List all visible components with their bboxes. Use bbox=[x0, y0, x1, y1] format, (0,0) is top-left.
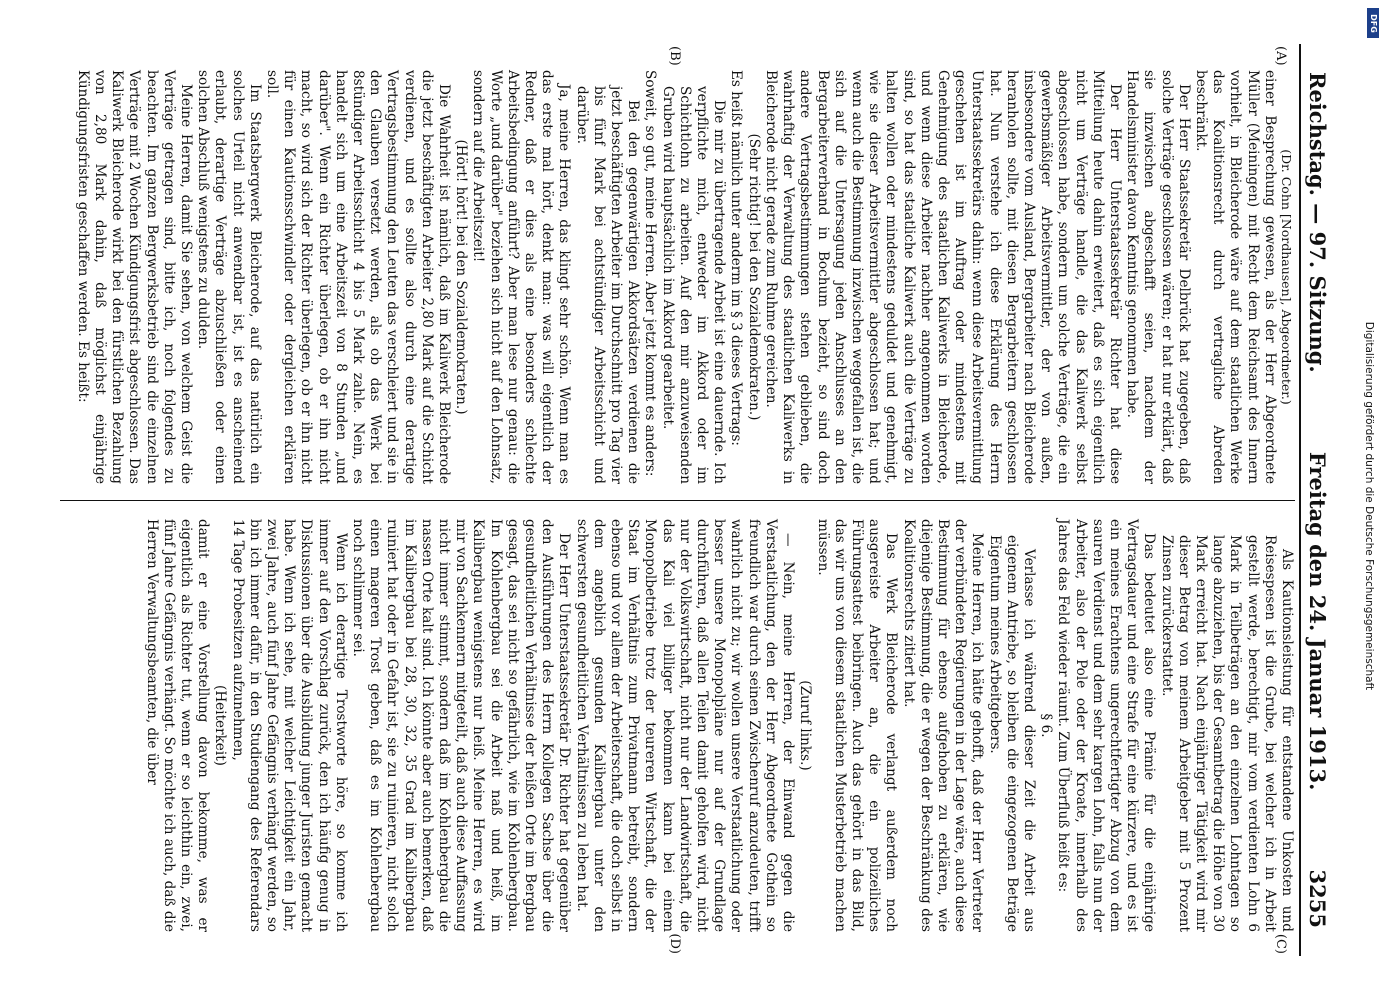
dfg-logo-text: DFG bbox=[1368, 13, 1378, 33]
interjection: (Zuruf links.) bbox=[797, 680, 814, 771]
quote: Die mir zu übertragende Arbeit ist eine dauernde. Ich verpflichte mich, entweder im Akkord oder im Schichtlohn zu arbeiten. Auf den mir anzuweisenden Gruben wird hauptsächlich im Akkord gearbeitet. bbox=[659, 86, 728, 484]
page-body bbox=[60, 44, 1299, 956]
paragraph: Meine Herren, damit Sie sehen, von welchem Geist die Verträge getragen sind, bitte ich, noch folgendes zu beachten. Im ganzen Bergwerksbetrieb sind die einzelnen Verträge mit 2 Wochen Kündigungsfrist abgeschlossen. Das Kaliwerk Bleicherode wirkt bei den fürstlichen Bezahlung von 2,80 Mark dahin, daß möglichst einjährige Kündigungsfristen geschaffen werden. Es heißt: bbox=[74, 70, 194, 484]
paragraph: — Nein, meine Herren, der Einwand gegen die Verstaatlichung, den der Herr Abgeordnete Gothein so freundlich war durch seinen Zwischenruf anzudeuten, trifft wahrlich nicht zu; wir wollen unsere Verstaatlichung oder besser unsere Monopolpläne nur auf der Grundlage durchführen, daß allen Teilen damit geholfen wird, nicht nur der Volkswirtschaft, nicht nur der Landwirtschaft, die das Kali viel billiger bekommen kann bei einem Monopolbetriebe trotz der teureren Wirtschaft, die der Staat im Verhältnis zum Privatmann betreibt, sondern ebenso und vor allem der Arbeiterschaft, die doch selbst in dem angeblich gesunden Kalibergbau unter den schwersten gesundheitlichen Verhältnissen zu leben hat. bbox=[573, 519, 797, 932]
margin-mark-d: (D) bbox=[667, 933, 682, 954]
margin-mark-a: (A) bbox=[1273, 46, 1288, 66]
document-page bbox=[46, 20, 1336, 980]
page-number: 3255 bbox=[1305, 869, 1330, 928]
dfg-logo bbox=[1367, 8, 1379, 38]
credit-text: Digitalisierung gefördert durch die Deutsche Forschungsgemeinschaft bbox=[1363, 321, 1375, 691]
interjection: (Heiterkeit) bbox=[212, 685, 229, 766]
paragraph: einer Besprechung gewesen, als der Herr Abgeordnete Müller (Meiningen) mit Recht dem Reichsamt des Innern vorhielt, in Bleicherode wäre auf dem staatlichen Werke das Koalitionsrecht durch vertragliche Abreden beschränkt. bbox=[1192, 70, 1278, 484]
paragraph: Soweit, so gut, meine Herren. Aber jetzt kommt es anders: bbox=[642, 70, 659, 477]
paragraph: Im Staatsbergwerk Bleicherode, auf das natürlich ein solches Urteil nicht anwendbar ist, ist es anscheinend erlaubt, derartige Verträge abzuschließen oder einen solchen Abschluß wenigstens zu dulden. bbox=[195, 70, 263, 484]
paragraph: Wenn ich derartige Trostworte höre, so komme ich immer auf den Vorschlag zurück, den ich häufig genug in Diskussionen über die Ausbildung junger Juristen gemacht habe. Wenn ich sehe, mit welcher Leichtigkeit ein Jahr, zwei Jahre, auch fünf Jahre Gefängnis verhängt werden, so bin ich immer dafür, in den Studiengang des Referendars 14 Tage Probesitzen aufzunehmen, bbox=[229, 519, 349, 932]
paragraph: Der Herr Staatssekretär Delbrück hat zugegeben, daß solche Verträge geschlossen wären; er hat nur erklärt, daß sie inzwischen abgeschafft seien, nachdem der Handelsminister davon Kenntnis genommen habe. bbox=[1124, 70, 1192, 484]
speaker-line: (Dr. Cohn [Nordhausen], Abgeordneter.) bbox=[1279, 149, 1294, 405]
quote: Verlasse ich während dieser Zeit die Arbeit aus eigenem Antriebe, so bleiben die eingezogenen Beträge Eigentum meines Arbeitgebers. bbox=[986, 535, 1037, 932]
section-heading: § 6. bbox=[1038, 713, 1055, 738]
margin-mark-b: (B) bbox=[667, 46, 682, 66]
left-column bbox=[60, 44, 1295, 500]
paragraph: Das bedeutet also eine Prämie für die einjährige Vertragsdauer und eine Strafe für eine kürzere, und es ist ein meines Erachtens ungerechtfertigter Abzug von dem sauren Verdienst und dem sehr kargen Lohn, falls nun der Arbeiter, also der Pole oder der Kroate, innerhalb des Jahres das Feld wieder räumt. Zum Überfluß heißt es: bbox=[1055, 519, 1158, 932]
header-date: Freitag den 24. Januar 1913. bbox=[1305, 451, 1330, 791]
paragraph: Es heißt nämlich unter anderm im § 3 dieses Vertrags: bbox=[728, 70, 745, 447]
digitization-credit bbox=[1356, 0, 1382, 1000]
margin-mark-c: (C) bbox=[1273, 933, 1288, 954]
page-header bbox=[1299, 44, 1330, 956]
quote: Als Kautionsleistung für entstandene Unkosten und Reisespesen ist die Grube, bei welcher ich in Arbeit gestellt werde, berechtigt, mir vom verdienten Lohn 6 Mark in Teilbeträgen an den einzelnen Lohntagen so lange abzuziehen, bis der Gesamtbetrag die Höhe von 30 Mark erreicht hat. Nach einjähriger Tätigkeit wird mir dieser Betrag von meinem Arbeitgeber mit 5 Prozent Zinsen zurückerstattet. bbox=[1158, 535, 1295, 932]
paragraph: damit er eine Vorstellung davon bekomme, was er eigentlich als Richter tut, wenn er so leichthin ein, zwei, fünf Jahre Gefängnis verhängt. So möchte ich auch, daß die Herren Verwaltungsbeamten, die über bbox=[143, 519, 212, 932]
right-column bbox=[60, 500, 1295, 956]
interjection: (Hört! hört! bei den Sozialdemokraten.) bbox=[453, 139, 470, 415]
header-session: Reichstag. — 97. Sitzung. bbox=[1305, 72, 1330, 373]
paragraph: Ja, meine Herren, das klingt sehr schön. Wenn man es das erste mal hört, denkt man: was will eigentlich der Redner, daß er dies als eine besonders schlechte Arbeitsbedingung anführt? Aber man lese nur genau: die Worte „und darüber" beziehen sich nicht auf den Lohnsatz, sondern auf die Arbeitszeit! bbox=[470, 70, 573, 484]
quote: Bei den gegenwärtigen Akkordsätzen verdienen die jetzt beschäftigten Arbeiter im Durchschnitt pro Tag vier bis fünf Mark bei achtstündiger Arbeitsschicht und darüber. bbox=[573, 86, 642, 484]
interjection: (Sehr richtig! bei den Sozialdemokraten.) bbox=[745, 133, 762, 421]
paragraph: Der Herr Unterstaatssekretär Dr. Richter hat gegenüber den Ausführungen des Herrn Kollegen Sachse über die gesundheitlichen Verhältnisse der heißen Orte im Bergbau gesagt, das sei nicht so gefährlich, wie im Kohlenbergbau. Im Kohlenbergbau sei die Arbeit naß und heiß, im Kalibergbau wenigstens nur heiß. Meine Herren, es wird mir von Sachkennern mitgeteilt, daß auch diese Auffassung nicht immer stimmt, sondern daß im Kohlenbergbau die nassen Orte kalt sind. Ich könnte aber auch bemerken, daß im Kalibergbau bei 28, 30, 32, 35 Grad im Kalibergbau ruiniert hat oder in Gefahr ist, sie zu ruinieren, nicht solch einen mageren Trost geben, daß es im Kohlenbergbau noch schlimmer sei. bbox=[350, 519, 573, 932]
paragraph: Das Werk Bleicherode verlangt außerdem noch ausgereiste Arbeiter an, die ein polizeiliches Führungsattest beibringen. Auch das gehört in das Bild, das wir uns von diesem staatlichen Musterbetrieb machen müssen. bbox=[814, 519, 900, 932]
paragraph: Meine Herren, ich hätte gehofft, daß der Herr Vertreter der verbündeten Regierungen in der Lage wäre, auch diese Bestimmung für ebenso aufgehoben zu erklären, wie diejenige Bestimmung, die er wegen der Beschränkung des Koalitionsrechts zitiert hat. bbox=[900, 519, 986, 932]
paragraph: Der Herr Unterstaatssekretär Richter hat diese Mitteilung heute dahin erweitert, daß es sich eigentlich nicht um Verträge handle, die das Kaliwerk selbst abgeschlossen habe, sondern um solche Verträge, die ein gewerbsmäßiger Arbeitsvermittler, der von außen, insbesondere vom Ausland, Bergarbeiter nach Bleicherode heranholen sollte, mit diesen Bergarbeitern geschlossen hat. Nun verstehe ich diese Erklärung des Herrn Unterstaatssekretärs dahin: wenn diese Arbeitsvermittlung geschehen ist im Auftrag oder mindestens mit Genehmigung des staatlichen Kaliwerks in Bleicherode, und wenn diese Arbeiter nachher angenommen worden sind, so hat das staatliche Kaliwerk auch die Verträge zu halten wollen oder mindestens geduldet und genehmigt, wie sie dieser Arbeitsvermittler abgeschlossen hat; und wenn auch die Bestimmung inzwischen weggefallen ist, die sich auf die Untersagung jeden Anschlusses an den Bergarbeiterverband in Bochum bezieht, so sind doch andere Vertragsbestimmungen stehen geblieben, die wahrhaftig der Verwaltung des staatlichen Kaliwerks in Bleicherode nicht gerade zum Ruhme gereichen. bbox=[762, 70, 1123, 484]
paragraph: Die Wahrheit ist nämlich, daß im Kaliwerk Bleicherode die jetzt beschäftigten Arbeiter 2,80 Mark auf die Schicht verdienen, und es sollte also durch eine derartige Vertragsbestimmung den Leuten das verschleiert und sie in den Glauben versetzt werden, als ob das Werk bei 8stündiger Arbeitsschicht 4 bis 5 Mark zahle. Nein, es handelt sich um eine Arbeitszeit von 8 Stunden „und darüber". Wenn ein Richter überlegen, ob er ihn nicht macht, so wird sich der Richter überlegen, ob er ihn nicht für einen Kautionsschwindler oder dergleichen erklären soll. bbox=[264, 70, 453, 484]
